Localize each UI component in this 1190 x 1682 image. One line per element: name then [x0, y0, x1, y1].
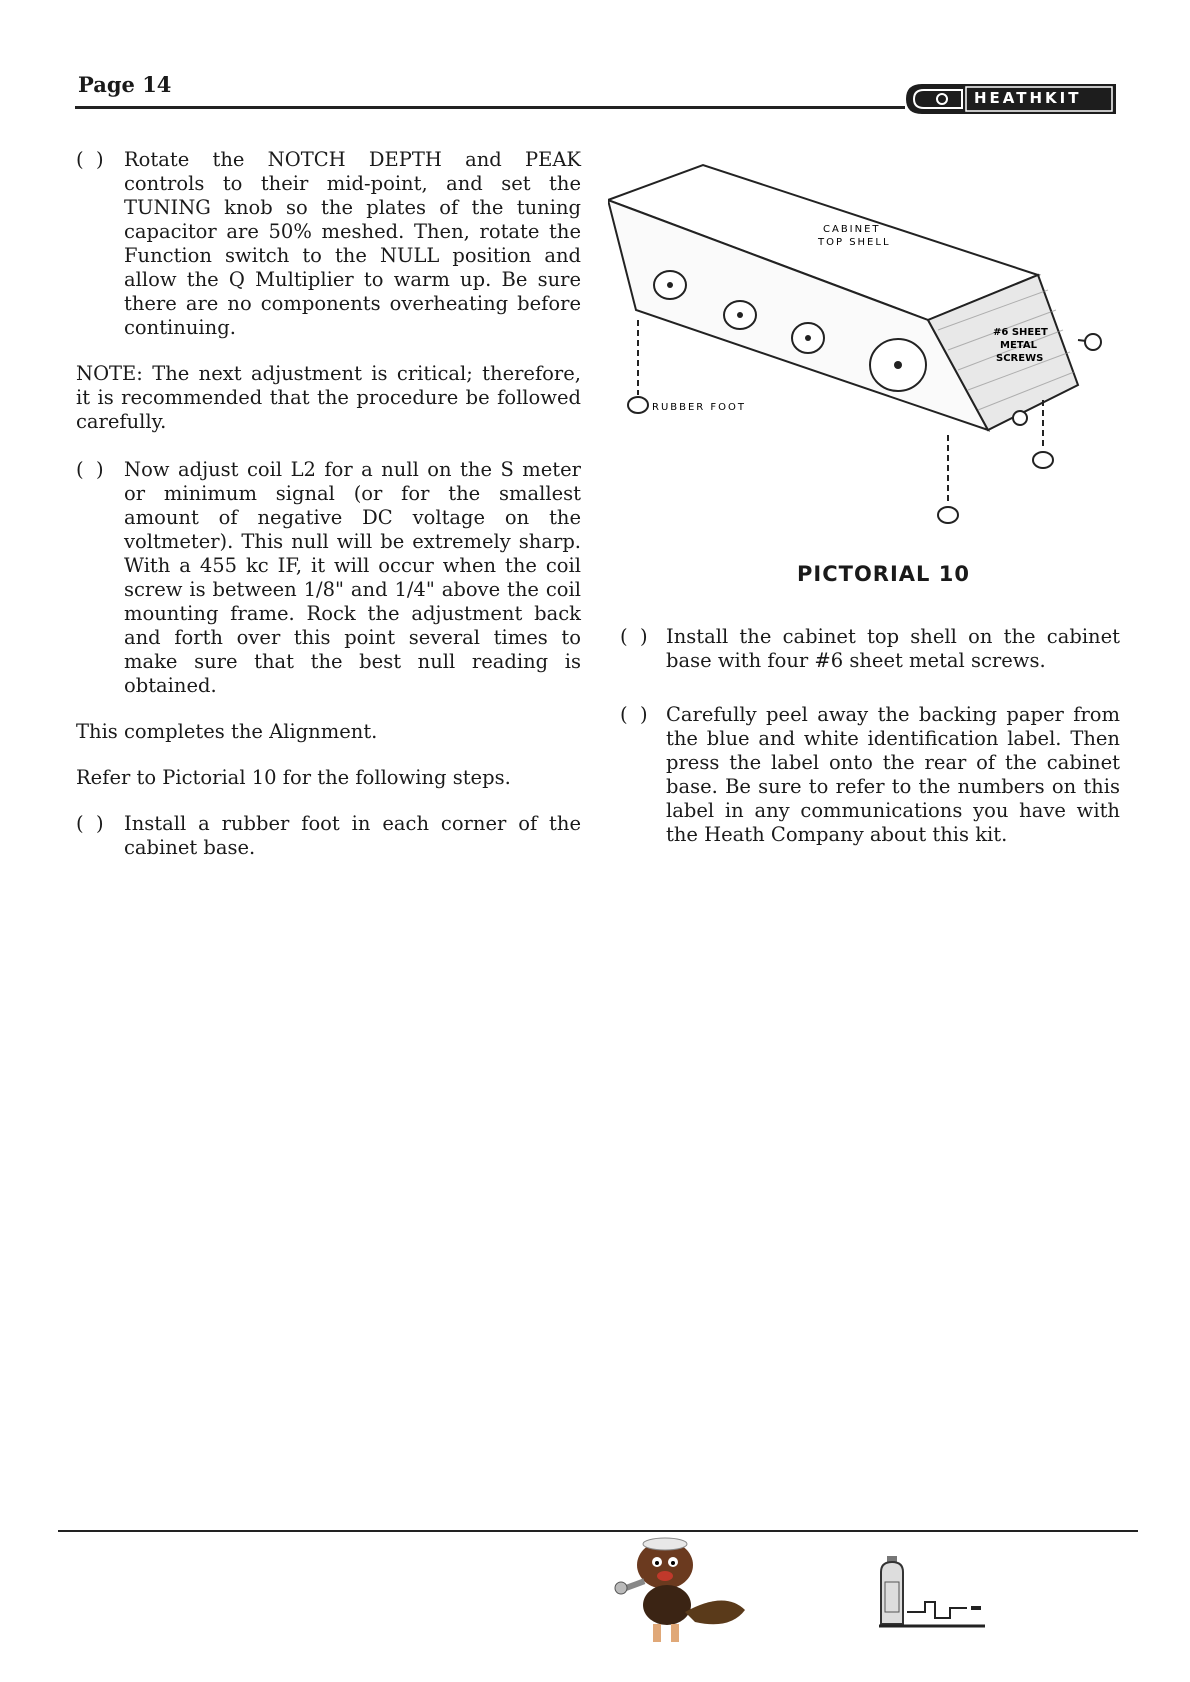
refer-text: Refer to Pictorial 10 for the following steps.: [76, 766, 511, 789]
vacuum-tube-logo: [875, 1552, 995, 1642]
label-screws-line3: SCREWS: [996, 353, 1044, 364]
step-checkbox[interactable]: ( ): [76, 812, 104, 835]
step-text: Carefully peel away the backing paper from the blue and white identification label. Then press the label onto the rear of the cabinet base. Be sure to refer to the numbers on this label in any communications you have with the Heath Company about this kit.: [666, 703, 1120, 846]
page-number: Page 14: [78, 72, 172, 97]
label-rubber-foot: RUBBER FOOT: [652, 402, 747, 413]
label-screws-line2: METAL: [1000, 340, 1037, 351]
step-identification-label: [620, 703, 1120, 847]
footer-rule: [58, 1530, 1138, 1532]
label-screws-line1: #6 SHEET: [993, 327, 1048, 338]
step-checkbox[interactable]: ( ): [620, 703, 648, 726]
brand-name: HEATHKIT: [974, 89, 1082, 107]
step-rubber-foot: [76, 812, 581, 860]
note-paragraph: NOTE: The next adjustment is critical; therefore, it is recommended that the procedure be followed carefully.: [76, 362, 581, 433]
step-text: Install a rubber foot in each corner of the cabinet base.: [124, 812, 581, 859]
header-rule: [75, 106, 905, 109]
heathkit-logo: [902, 80, 1122, 118]
label-cabinet-line1: CABINET: [823, 224, 881, 235]
completion-text: This completes the Alignment.: [76, 720, 378, 743]
step-rotate-controls: [76, 148, 581, 340]
pictorial-10-illustration: [608, 160, 1128, 560]
step-text: Now adjust coil L2 for a null on the S meter or minimum signal (or for the smallest amount of negative DC voltage on the voltmeter). This null will be extremely sharp. With a 455 kc IF, it will occur when the coil screw is between 1/8" and 1/4" above the coil mounting frame. Rock the adjustment back and forth over this point several times to make sure that the best null reading is obtained.: [124, 458, 581, 697]
step-checkbox[interactable]: ( ): [76, 148, 104, 171]
right-column: [620, 625, 1120, 877]
pictorial-caption: PICTORIAL 10: [797, 562, 970, 586]
step-checkbox[interactable]: ( ): [76, 458, 104, 481]
step-text: Rotate the NOTCH DEPTH and PEAK controls to their mid-point, and set the TUNING knob so the plates of the tuning capacitor are 50% meshed. Then, rotate the Function switch to the NULL position and allow the Q Multiplier to warm up. Be sure there are no components overheating before continuing.: [124, 148, 581, 339]
left-column: [76, 148, 581, 882]
mascot-image: [605, 1530, 755, 1650]
step-checkbox[interactable]: ( ): [620, 625, 648, 648]
label-cabinet-line2: TOP SHELL: [818, 237, 891, 248]
step-install-top-shell: [620, 625, 1120, 673]
step-adjust-coil: [76, 458, 581, 698]
step-text: Install the cabinet top shell on the cabinet base with four #6 sheet metal screws.: [666, 625, 1120, 672]
